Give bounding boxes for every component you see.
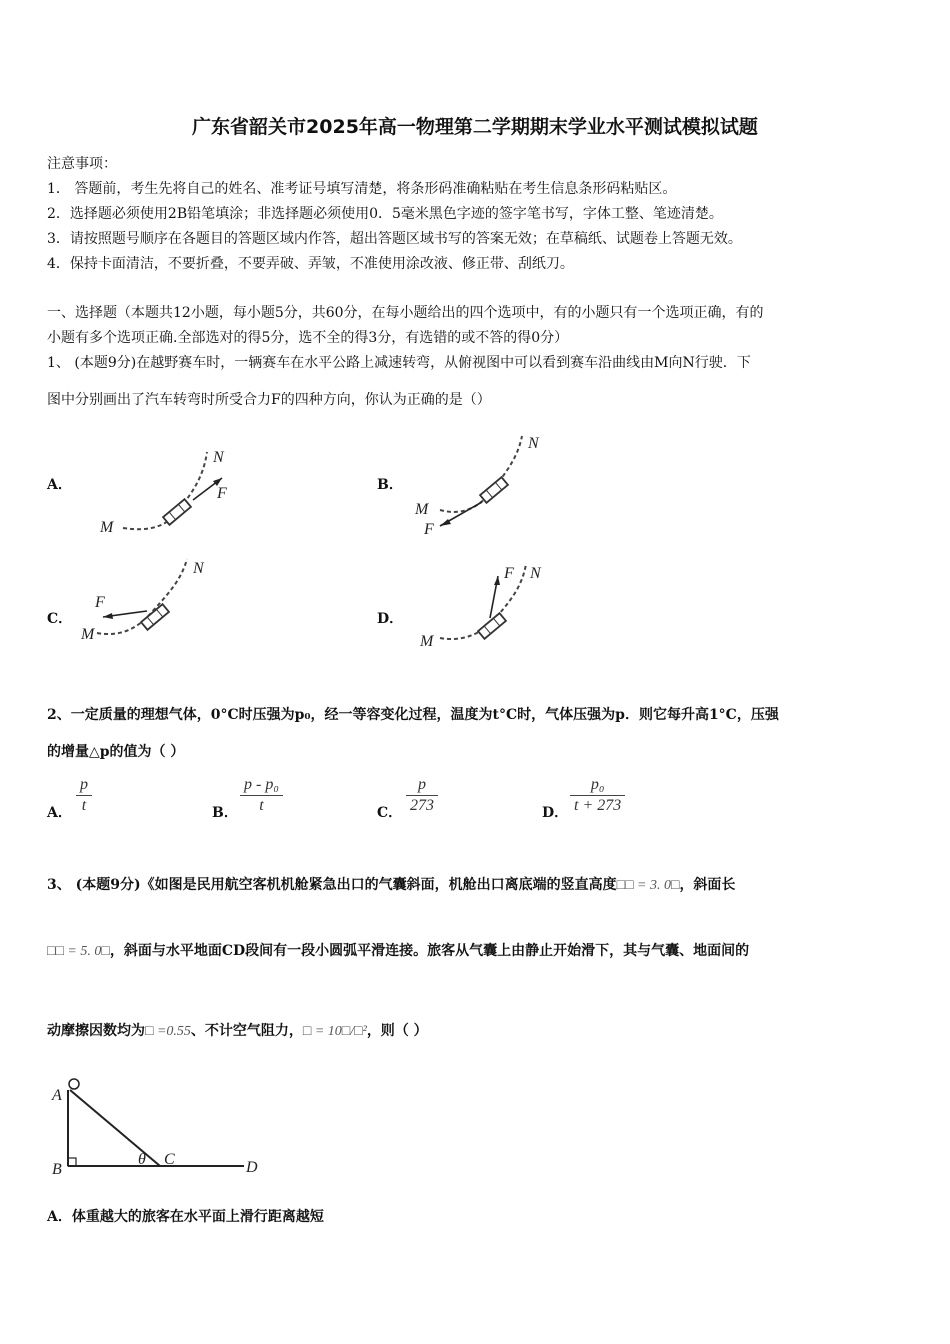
- label-f: F: [95, 594, 105, 611]
- q3-line1-end: ，斜面长: [679, 877, 736, 893]
- q1-stem-line-2: 图中分别画出了汽车转弯时所受合力F的四种方向，你认为正确的是（）: [47, 392, 491, 408]
- label-m: M: [420, 633, 434, 650]
- label-n: N: [528, 435, 539, 452]
- q2-option-a-denominator: t: [81, 797, 87, 814]
- label-b: B: [52, 1161, 62, 1178]
- label-m: M: [100, 519, 114, 536]
- q2-option-b-denominator: t: [259, 797, 264, 814]
- label-m: M: [415, 501, 429, 518]
- q2-option-c-fraction: [406, 776, 438, 815]
- q3-line1-text: 3、 (本题9分)《如图是民用航空客机机舱紧急出口的气囊斜面，机舱出口离底端的竖直高度: [47, 877, 617, 893]
- notice-heading: 注意事项：: [47, 156, 117, 172]
- notice-item-3: 3．请按照题号顺序在各题目的答题区域内作答，超出答题区域书写的答案无效；在草稿纸、试题卷上答题无效。: [47, 231, 742, 247]
- q3-option-a: A．体重越大的旅客在水平面上滑行距离越短: [47, 1209, 324, 1225]
- q1-figure-b: [410, 430, 560, 538]
- label-n: N: [193, 560, 204, 577]
- q2-option-c-numerator: p: [418, 776, 426, 793]
- q2-option-b-fraction: [240, 776, 283, 815]
- q2-stem-line-2: 的增量△p的值为（ ）: [47, 744, 185, 760]
- q1-option-a-label: A．: [47, 477, 72, 493]
- q3-length-formula: □□ = 5. 0□: [47, 944, 110, 959]
- notice-item-1: 1． 答题前，考生先将自己的姓名、准考证号填写清楚，将条形码准确粘贴在考生信息条形码粘贴区。: [47, 181, 677, 197]
- q2-option-c-label: C．: [377, 805, 403, 821]
- q3-height-formula: □□ = 3. 0□: [616, 878, 680, 893]
- q3-stem-line-2: [47, 940, 749, 960]
- q2-option-b-numerator: p - p₀: [244, 776, 279, 793]
- q1-figure-d: [412, 558, 562, 653]
- q1-stem-line-1: 1、 (本题9分)在越野赛车时，一辆赛车在水平公路上减速转弯，从俯视图中可以看到赛车沿曲线由M向N行驶．下: [47, 355, 751, 371]
- label-a: A: [52, 1087, 62, 1104]
- q2-option-d-denominator: t + 273: [574, 797, 622, 814]
- q1-option-b-label: B．: [377, 477, 403, 493]
- q2-option-a-fraction: [76, 776, 92, 815]
- label-f: F: [217, 485, 227, 502]
- q3-line3-mid: 、不计空气阻力，: [190, 1023, 303, 1039]
- label-m: M: [81, 626, 95, 643]
- q3-friction-formula: □ =0.55: [145, 1024, 191, 1039]
- q3-line3-end: ，则（ ）: [366, 1023, 428, 1039]
- q2-option-c-denominator: 273: [410, 797, 434, 814]
- q3-slope-figure: [48, 1074, 278, 1184]
- label-f: F: [504, 565, 514, 582]
- q1-figure-c: [75, 555, 225, 650]
- label-f: F: [424, 521, 434, 538]
- q3-gravity-formula: □ = 10□/□²: [302, 1024, 367, 1039]
- q2-stem-line-1: 2、一定质量的理想气体，0°C时压强为p₀，经一等容变化过程，温度为t°C时，气体压强为p．则它每升高1°C，压强: [47, 707, 779, 723]
- q2-option-d-numerator: p₀: [590, 776, 605, 793]
- label-d: D: [246, 1159, 258, 1176]
- label-theta: θ: [138, 1151, 146, 1168]
- notice-item-2: 2．选择题必须使用2B铅笔填涂；非选择题必须使用0．5毫米黑色字迹的签字笔书写，字体工整、笔迹清楚。: [47, 206, 723, 222]
- q2-option-d-fraction: [570, 776, 625, 815]
- q3-line2-text: ，斜面与水平地面CD段间有一段小圆弧平滑连接。旅客从气囊上由静止开始滑下，其与气囊、地面间的: [109, 943, 750, 959]
- q2-option-b-label: B．: [212, 805, 238, 821]
- label-n: N: [530, 565, 541, 582]
- q2-option-d-label: D．: [542, 805, 569, 821]
- label-c: C: [164, 1151, 175, 1168]
- q2-option-a-label: A．: [47, 805, 72, 821]
- q1-option-c-label: C．: [47, 611, 73, 627]
- page-title: 广东省韶关市2025年高一物理第二学期期末学业水平测试模拟试题: [192, 116, 758, 138]
- section-intro-line-2: 小题有多个选项正确.全部选对的得5分，选不全的得3分，有选错的或不答的得0分）: [47, 330, 569, 346]
- label-n: N: [213, 449, 224, 466]
- q2-option-a-numerator: p: [80, 776, 88, 793]
- notice-item-4: 4．保持卡面清洁，不要折叠，不要弄破、弄皱，不准使用涂改液、修正带、刮纸刀。: [47, 256, 574, 272]
- q3-stem-line-1: [47, 874, 735, 894]
- section-intro-line-1: 一、选择题（本题共12小题，每小题5分，共60分，在每小题给出的四个选项中，有的小题只有一个选项正确，有的: [47, 305, 764, 321]
- q1-figure-a: [95, 440, 245, 540]
- q1-option-d-label: D．: [377, 611, 404, 627]
- q3-stem-line-3: [47, 1020, 428, 1040]
- q3-line3-text: 动摩擦因数均为: [47, 1023, 145, 1039]
